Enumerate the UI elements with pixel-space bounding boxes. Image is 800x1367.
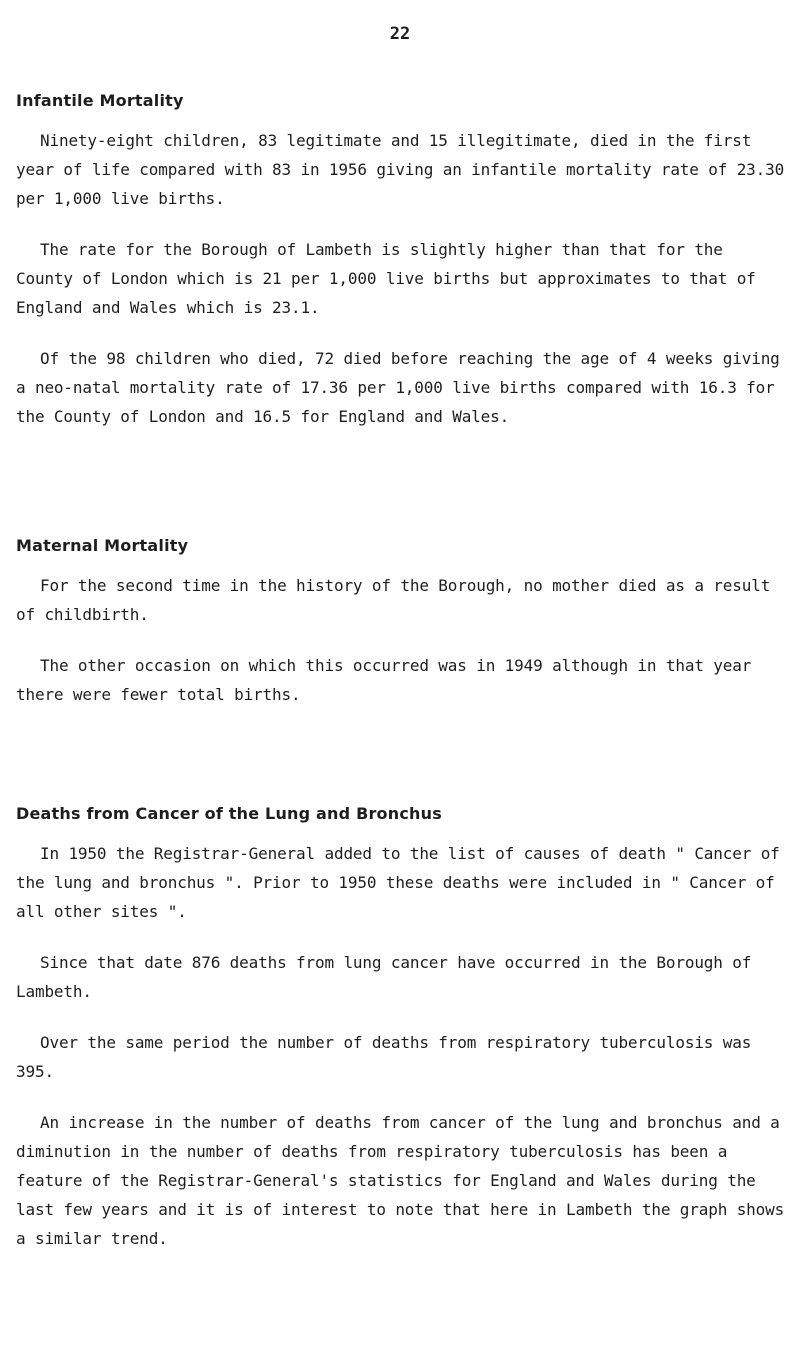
paragraph: Of the 98 children who died, 72 died before reaching the age of 4 weeks giving a neo-natal mortality rate of 17.36 per 1,000 live births compared with 16.3 for the County of London and 16.5 for England and Wales.: [16, 349, 780, 426]
paragraph: The other occasion on which this occurred was in 1949 although in that year there were fewer total births.: [16, 656, 752, 704]
page-number: 22: [389, 24, 411, 44]
paragraph: For the second time in the history of the Borough, no mother died as a result of childbirth.: [16, 576, 771, 624]
section-infantile-mortality: [16, 91, 788, 453]
section-heading: Maternal Mortality: [16, 536, 189, 555]
section-lung-cancer-deaths: [16, 804, 788, 1275]
section-maternal-mortality: [16, 536, 788, 731]
paragraph: Since that date 876 deaths from lung cancer have occurred in the Borough of Lambeth.: [16, 953, 752, 1001]
section-heading: Infantile Mortality: [16, 91, 184, 110]
paragraph: An increase in the number of deaths from cancer of the lung and bronchus and a diminution in the number of deaths from respiratory tuberculosis has been a feature of the Registrar-General's statistics for England and Wales during the last few years and it is of interest to note that here in Lambeth the graph shows a similar trend.: [16, 1113, 785, 1248]
paragraph: Over the same period the number of deaths from respiratory tuberculosis was 395.: [16, 1033, 752, 1081]
paragraph: The rate for the Borough of Lambeth is slightly higher than that for the County of London which is 21 per 1,000 live births but approximates to that of England and Wales which is 23.1.: [16, 240, 756, 317]
section-heading: Deaths from Cancer of the Lung and Bronchus: [16, 804, 442, 823]
paragraph: Ninety-eight children, 83 legitimate and 15 illegitimate, died in the first year of life compared with 83 in 1956 giving an infantile mortality rate of 23.30 per 1,000 live births.: [16, 131, 785, 208]
paragraph: In 1950 the Registrar-General added to the list of causes of death " Cancer of the lung and bronchus ". Prior to 1950 these deaths were included in " Cancer of all other sites ".: [16, 844, 780, 921]
